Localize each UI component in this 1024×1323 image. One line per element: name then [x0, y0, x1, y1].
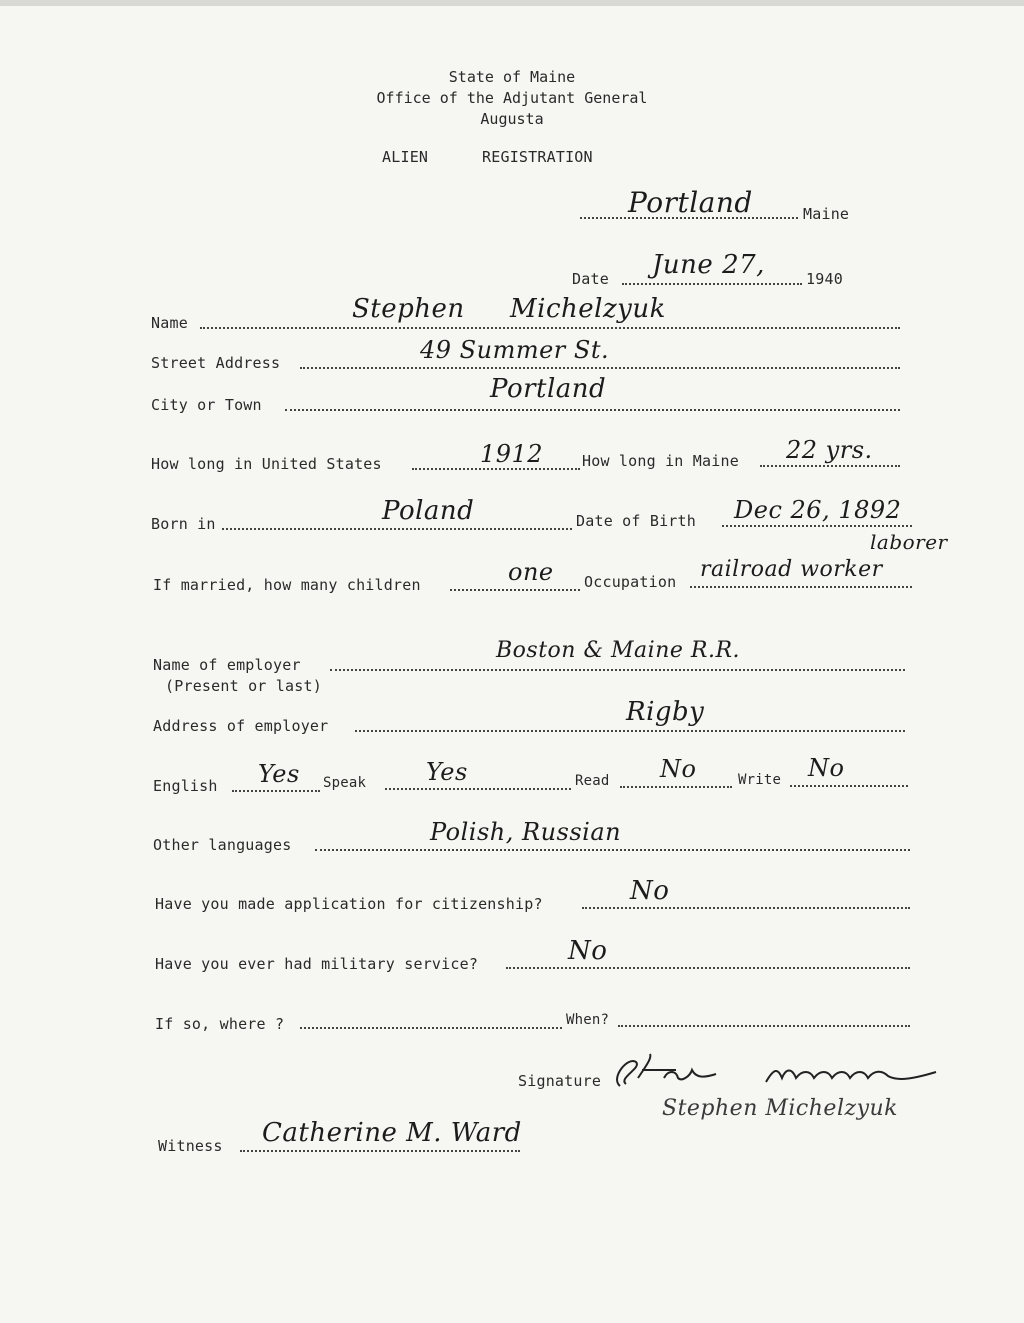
signature-printed: Stephen Michelzyuk	[662, 1096, 898, 1121]
occupation-label: Occupation	[584, 573, 677, 591]
employer-address-value: Rigby	[626, 697, 705, 727]
read-value: No	[660, 755, 697, 783]
children-line	[450, 589, 580, 591]
signature-scrawl	[606, 1048, 946, 1094]
signature-label: Signature	[518, 1072, 602, 1090]
employer-address-line	[355, 730, 905, 732]
street-value: 49 Summer St.	[420, 336, 610, 364]
citizenship-label: Have you made application for citizenship?	[155, 895, 543, 913]
name-line	[200, 327, 900, 329]
how-long-maine-label: How long in Maine	[582, 452, 739, 470]
other-languages-line	[315, 849, 910, 851]
write-label: Write	[738, 772, 782, 788]
dob-line	[722, 525, 912, 527]
english-value: Yes	[258, 760, 300, 788]
children-label: If married, how many children	[153, 576, 421, 594]
witness-value: Catherine M. Ward	[262, 1118, 522, 1148]
dob-label: Date of Birth	[576, 512, 696, 530]
header-office: Office of the Adjutant General	[376, 89, 648, 107]
born-in-value: Poland	[382, 496, 475, 526]
english-line	[232, 790, 320, 792]
how-long-maine-value: 22 yrs.	[786, 436, 873, 464]
city-line	[285, 409, 900, 411]
born-in-label: Born in	[151, 515, 216, 533]
employer-label: Name of employer	[153, 656, 301, 674]
employer-address-label: Address of employer	[153, 717, 329, 735]
occupation-above: laborer	[870, 530, 948, 554]
name-last: Michelzyuk	[510, 294, 666, 324]
dob-value: Dec 26, 1892	[734, 496, 902, 524]
read-line	[620, 786, 732, 788]
english-label: English	[153, 777, 218, 795]
title-registration: REGISTRATION	[482, 148, 593, 166]
street-line	[300, 367, 900, 369]
name-first: Stephen	[352, 294, 465, 324]
military-value: No	[568, 936, 608, 966]
military-label: Have you ever had military service?	[155, 955, 479, 973]
citizenship-line	[582, 907, 910, 909]
children-value: one	[508, 558, 554, 586]
date-label: Date	[572, 270, 609, 288]
speak-value: Yes	[426, 758, 468, 786]
how-long-us-line	[412, 468, 580, 470]
header-state: State of Maine	[448, 68, 576, 86]
witness-label: Witness	[158, 1137, 223, 1155]
place-suffix: Maine	[803, 205, 850, 223]
city-label: City or Town	[151, 396, 262, 414]
title-alien: ALIEN	[382, 148, 429, 166]
other-languages-label: Other languages	[153, 836, 292, 854]
citizenship-value: No	[630, 876, 670, 906]
scan-edge	[0, 0, 1024, 6]
occupation-line	[690, 586, 912, 588]
how-long-maine-line	[760, 465, 900, 467]
name-label: Name	[151, 314, 188, 332]
city-value: Portland	[490, 374, 607, 404]
street-label: Street Address	[151, 354, 281, 372]
where-label: If so, where ?	[155, 1015, 285, 1033]
how-long-us-label: How long in United States	[151, 455, 382, 473]
date-value: June 27,	[652, 250, 765, 280]
where-line	[300, 1027, 562, 1029]
employer-value: Boston & Maine R.R.	[496, 638, 741, 663]
military-line	[506, 967, 910, 969]
date-year: 1940	[806, 270, 843, 288]
when-label: When?	[566, 1012, 610, 1028]
occupation-value: railroad worker	[700, 557, 883, 582]
place-value: Portland	[628, 186, 753, 219]
speak-line	[385, 788, 571, 790]
born-in-line	[222, 528, 572, 530]
when-line	[618, 1025, 910, 1027]
header-city: Augusta	[480, 110, 544, 128]
date-line	[622, 283, 802, 285]
speak-label: Speak	[323, 775, 367, 791]
write-line	[790, 785, 908, 787]
write-value: No	[808, 754, 845, 782]
other-languages-value: Polish, Russian	[430, 818, 622, 846]
employer-line	[330, 669, 905, 671]
how-long-us-value: 1912	[480, 440, 544, 468]
read-label: Read	[575, 773, 610, 789]
employer-sublabel: (Present or last)	[165, 677, 322, 695]
witness-line	[240, 1150, 520, 1152]
